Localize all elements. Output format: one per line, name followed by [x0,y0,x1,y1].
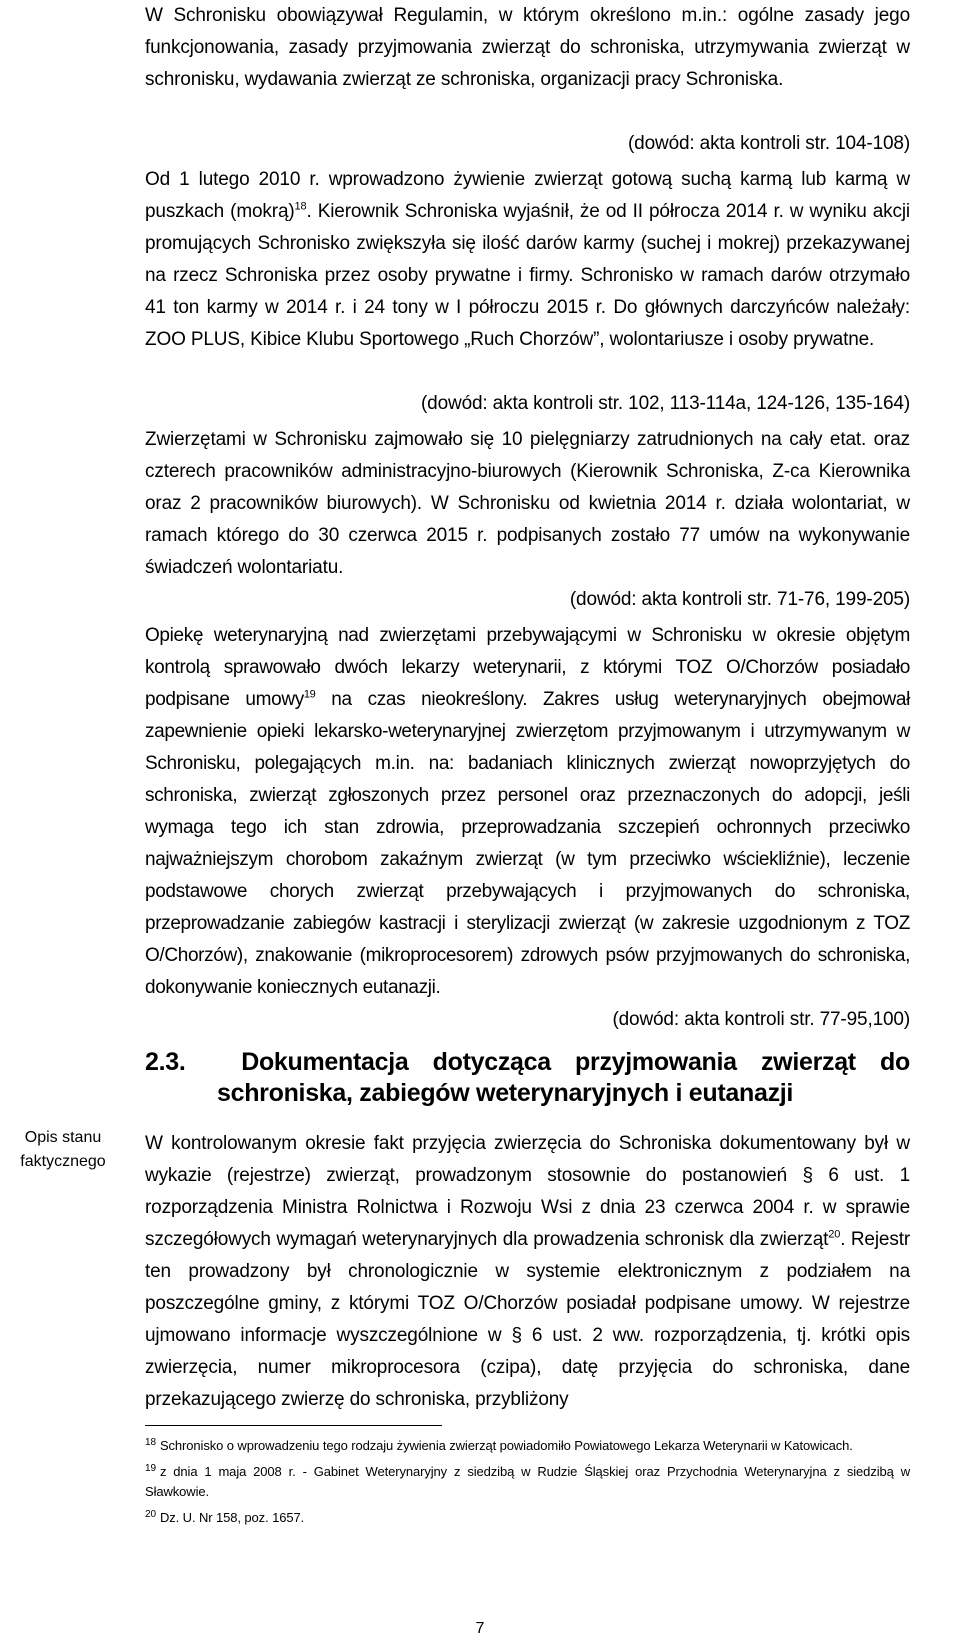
evidence-reference-4: (dowód: akta kontroli str. 77-95,100) [612,1009,910,1030]
section-heading-line-2: schroniska, zabiegów weterynaryjnych i eutanazji [217,1079,794,1107]
footnote-ref-20[interactable]: 20 [828,1228,841,1241]
footnote-18 [145,1436,910,1456]
section-number: 2.3. [145,1048,186,1076]
footnote-separator [145,1425,442,1426]
paragraph-vet-care-text-b: na czas nieokreślony. Zakres usług weterynaryjnych obejmował zapewnienie opieki lekarsko-weterynaryjnej zwierzętom przyjmowanym i utrzymywanym w Schronisku, polegających m.in. na: badaniach klinicznych zwierząt nowoprzyjętych do schroniska, zwierząt zgłoszonych przez personel oraz przeznaczonych do adopcji, jeśli wymaga tego ich stan zdrowia, przeprowadzania szczepień ochronnych przeciwko najważniejszym chorobom zakaźnym zwierząt (w tym przeciwko wściekliźnie), leczenie podstawowe chorych zwierząt przebywających i przyjmowanych do schroniska, przeprowadzanie zabiegów kastracji i sterylizacji zwierząt (w zakresie uzgodnionym z TOZ O/Chorzów), znakowanie (mikroprocesorem) zdrowych psów przyjmowanych do schroniska, dokonywanie koniecznych eutanazji. [145,689,910,998]
paragraph-feeding [145,164,910,356]
section-heading-line-1 [145,1047,910,1078]
heading-word: Dokumentacja [241,1048,409,1076]
footnote-20 [145,1508,910,1528]
page-number: 7 [475,1620,485,1637]
paragraph-register [145,1128,910,1416]
paragraph-feeding-text-b: . Kierownik Schroniska wyjaśnił, że od II półrocza 2014 r. w wyniku akcji promujących Schronisko zwiększyła się ilość darów karmy (suchej i mokrej) przekazywanej na rzecz Schroniska przez osoby prywatne i firmy. Schronisko w ramach darów otrzymało 41 ton karmy w 2014 r. i 24 tony w I półroczu 2015 r. Do głównych darczyńców należały: ZOO PLUS, Kibice Klubu Sportowego „Ruch Chorzów”, wolontariusze i osoby prywatne. [145,201,910,350]
paragraph-feeding-text-a: Od 1 lutego 2010 r. wprowadzono żywienie zwierząt gotową suchą karmą lub karmą w puszkach (mokrą) [145,169,910,222]
heading-word: przyjmowania [575,1048,737,1076]
margin-label-line-1: Opis stanu [24,1129,102,1146]
footnote-text: z dnia 1 maja 2008 r. - Gabinet Weterynaryjny z siedzibą w Rudzie Śląskiej oraz Przychodnia Weterynaryjna z siedzibą w Sławkowie. [145,1464,910,1499]
paragraph-vet-care [145,620,910,1004]
evidence-reference-1: (dowód: akta kontroli str. 104-108) [627,133,910,154]
paragraph-vet-care-text-a: Opiekę weterynaryjną nad zwierzętami przebywającymi w Schronisku w okresie objętym kontrolą sprawowało dwóch lekarzy weterynarii, z którymi TOZ O/Chorzów posiadało podpisane umowy [145,625,910,710]
paragraph-register-text-a: W kontrolowanym okresie fakt przyjęcia zwierzęcia do Schroniska dokumentowany był w wykazie (rejestrze) zwierząt, prowadzonym stosownie do postanowień § 6 ust. 1 rozporządzenia Ministra Rolnictwa i Rozwoju Wsi z dnia 23 czerwca 2004 r. w sprawie szczegółowych wymagań weterynaryjnych dla prowadzenia schronisk dla zwierząt [145,1133,910,1250]
paragraph-staff: Zwierzętami w Schronisku zajmowało się 10 pielęgniarzy zatrudnionych na cały etat. oraz czterech pracowników administracyjno-biurowych (Kierownik Schroniska, Z-ca Kierownika oraz 2 pracowników biurowych). W Schronisku od kwietnia 2014 r. działa wolontariat, w ramach którego do 30 czerwca 2015 r. podpisanych zostało 77 umów na wykonywanie świadczeń wolontariatu. [145,429,910,578]
footnote-19 [145,1462,910,1502]
evidence-reference-2: (dowód: akta kontroli str. 102, 113-114a, 124-126, 135-164) [421,393,910,414]
paragraph-regulamin: W Schronisku obowiązywał Regulamin, w którym określono m.in.: ogólne zasady jego funkcjonowania, zasady przyjmowania zwierząt do schroniska, utrzymywania zwierząt w schronisku, wydawania zwierząt ze schroniska, organizacji pracy Schroniska. [145,5,910,90]
footnote-text: Dz. U. Nr 158, poz. 1657. [159,1510,305,1525]
heading-word: do [880,1048,910,1076]
margin-label [0,1126,126,1174]
heading-word: dotycząca [432,1048,551,1076]
footnote-ref-19[interactable]: 19 [303,688,316,701]
footnote-text: Schronisko o wprowadzeniu tego rodzaju żywienia zwierząt powiadomiło Powiatowego Lekarza Weterynarii w Katowicach. [159,1438,853,1453]
margin-label-line-2: faktycznego [20,1153,106,1170]
footnote-number: 20 [145,1508,156,1520]
heading-word: zwierząt [760,1048,856,1076]
footnote-number: 18 [145,1436,156,1448]
footnote-number: 19 [145,1462,156,1474]
footnote-ref-18[interactable]: 18 [294,200,307,213]
evidence-reference-3: (dowód: akta kontroli str. 71-76, 199-205) [569,589,910,610]
section-heading [145,1047,910,1109]
paragraph-register-text-b: . Rejestr ten prowadzony był chronologicznie w systemie elektronicznym z podziałem na poszczególne gminy, z którymi TOZ O/Chorzów posiadał podpisane umowy. W rejestrze ujmowano informacje wyszczególnione w § 6 ust. 2 ww. rozporządzenia, tj. krótki opis zwierzęcia, numer mikroprocesora (czipa), datę przyjęcia do schroniska, dane przekazującego zwierzę do schroniska, przybliżony [145,1229,910,1410]
